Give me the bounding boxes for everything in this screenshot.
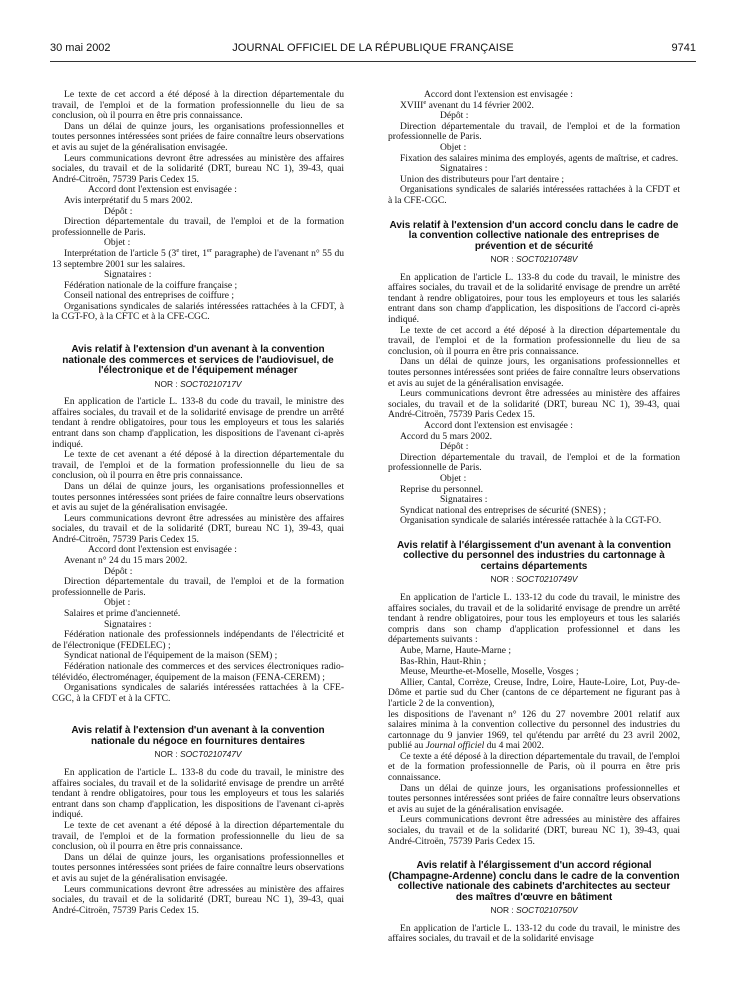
- header-rule: [50, 61, 696, 62]
- paragraph: En application de l'article L. 133-12 du code du travail, le ministre des affaires sociales, du travail et de la solidarité envisage de prendre un arrêté tendant à rendre obligatoires, pour tous les employeurs et tous les salariés compris dans son champ d'application professionnel et dans les départements suivants :: [388, 591, 680, 646]
- paragraph: Direction départementale du travail, de l'emploi et de la formation professionnelle de Paris.: [52, 576, 344, 598]
- paragraph: Le texte de cet avenant a été déposé à la direction départementale du travail, de l'emploi et de la formation professionnelle du lieu de sa conclusion, où il pourra en être pris connaissance.: [52, 449, 344, 482]
- paragraph: Aube, Marne, Haute-Marne ;: [400, 644, 512, 656]
- paragraph: Accord du 5 mars 2002.: [400, 430, 493, 442]
- field-label: Accord dont l'extension est envisagée :: [88, 184, 237, 196]
- paragraph: Direction départementale du travail, de l'emploi et de la formation professionnelle de Paris.: [388, 120, 680, 143]
- paragraph: les dispositions de l'avenant n° 126 du 27 novembre 2001 relatif aux salaires minima à la convention collective du personnel des industries du cartonnage du 9 janvier 1969, tel qu'étendu par arrêté du 23 avril 2002, publié au Journal officiel du 4 mai 2002.: [388, 708, 680, 752]
- paragraph: Conseil national des entreprises de coiffure ;: [64, 290, 235, 302]
- paragraph: Ce texte a été déposé à la direction départementale du travail, de l'emploi et de la formation professionnelle de Paris, où il pourra en être pris connaissance.: [388, 750, 680, 784]
- field-label: Dépôt :: [104, 565, 133, 577]
- left-column: [52, 90, 344, 916]
- right-column: [388, 90, 680, 945]
- paragraph: Salaires et prime d'ancienneté.: [64, 608, 181, 620]
- field-label: Dépôt :: [104, 205, 133, 217]
- field-label: Accord dont l'extension est envisagée :: [424, 89, 573, 100]
- field-label: Signataires :: [104, 618, 152, 630]
- section-title: Avis relatif à l'extension d'un avenant à la convention nationale du négoce en fournitures dentaires: [71, 725, 325, 747]
- section-title: Avis relatif à l'extension d'un avenant à la convention nationale des commerces et services de l'audiovisuel, de l'électronique et de l'équipement ménager: [62, 344, 334, 377]
- paragraph: Bas-Rhin, Haut-Rhin ;: [400, 655, 487, 667]
- section-title: Avis relatif à l'extension d'un accord conclu dans le cadre de la convention collective nationale des entreprises de prévention et de sécurité: [389, 219, 679, 252]
- paragraph: Dans un délai de quinze jours, les organisations professionnelles et toutes personnes intéressées sont priées de faire connaître leurs observations et avis au sujet de la généralisation envisagée.: [388, 356, 680, 389]
- paragraph: Leurs communications devront être adressées au ministère des affaires sociales, du travail et de la solidarité (DRT, bureau NC 1), 39-43, quai André-Citroën, 75739 Paris Cedex 15.: [388, 814, 680, 847]
- field-label: Objet :: [104, 597, 131, 609]
- paragraph: Le texte de cet accord a été déposé à la direction départementale du travail, de l'emploi et de la formation professionnelle du lieu de sa conclusion, où il pourra en être pris connaissance.: [388, 324, 680, 357]
- field-label: Objet :: [440, 472, 467, 484]
- paragraph: Fédération nationale des professionnels indépendants de l'électricité et de l'électronique (FEDELEC) ;: [52, 629, 344, 651]
- paragraph: Union des distributeurs pour l'art dentaire ;: [400, 173, 564, 185]
- paragraph: Leurs communications devront être adressées au ministère des affaires sociales, du travail et de la solidarité (DRT, bureau NC 1), 39-43, quai André-Citroën, 75739 Paris Cedex 15.: [52, 883, 344, 916]
- paragraph: Fédération nationale de la coiffure française ;: [64, 279, 238, 291]
- nor-reference: NOR : SOCT0210717V: [154, 378, 242, 389]
- nor-reference: NOR : SOCT0210748V: [490, 254, 578, 265]
- page-header: [50, 42, 696, 58]
- paragraph: Fixation des salaires minima des employés, agents de maîtrise, et cadres.: [400, 152, 679, 164]
- paragraph: Organisation syndicale de salariés intéressée rattachée à la CGT-FO.: [400, 515, 662, 527]
- paragraph: Leurs communications devront être adressées au ministère des affaires sociales, du travail et de la solidarité (DRT, bureau NC 1), 39-43, quai André-Citroën, 75739 Paris Cedex 15.: [52, 152, 344, 185]
- paragraph: Fédération nationale des commerces et des services électroniques radio-télévidéo, électroménager, équipement de la maison (FENA-CEREM) ;: [52, 661, 344, 683]
- field-label: Accord dont l'extension est envisagée :: [424, 419, 573, 431]
- field-label: Signataires :: [440, 163, 488, 175]
- paragraph: Allier, Cantal, Corrèze, Creuse, Indre, Loire, Haute-Loire, Lot, Puy-de-Dôme et partie sud du Cher (cantons de ce département ne figurant pas à l'article 2 de la convention),: [388, 676, 680, 709]
- paragraph: XVIIIe avenant du 14 février 2002.: [400, 98, 534, 111]
- field-label: Dépôt :: [440, 110, 469, 122]
- paragraph: Leurs communications devront être adressées au ministère des affaires sociales, du travail et de la solidarité (DRT, bureau NC 1), 39-43, quai André-Citroën, 75739 Paris Cedex 15.: [52, 512, 344, 545]
- paragraph: Dans un délai de quinze jours, les organisations professionnelles et toutes personnes intéressées sont priées de faire connaître leurs observations et avis au sujet de la généralisation envisagée.: [52, 480, 344, 514]
- nor-reference: NOR : SOCT0210749V: [490, 574, 578, 585]
- page-number: 9741: [671, 42, 696, 54]
- paragraph: Organisations syndicales de salariés intéressées rattachées à la CFDT, à la CGT-FO, à la CFTC et à la CFE-CGC.: [52, 300, 344, 323]
- field-label: Objet :: [104, 237, 131, 249]
- paragraph: Meuse, Meurthe-et-Moselle, Moselle, Vosges ;: [400, 666, 579, 678]
- field-label: Signataires :: [104, 269, 152, 281]
- paragraph: Dans un délai de quinze jours, les organisations professionnelles et toutes personnes intéressées sont priées de faire connaître leurs observations et avis au sujet de la généralisation envisagée.: [52, 120, 344, 153]
- paragraph: Dans un délai de quinze jours, les organisations professionnelles et toutes personnes intéressées sont priées de faire connaître leurs observations et avis au sujet de la généralisation envisagée.: [388, 782, 680, 815]
- paragraph: En application de l'article L. 133-8 du code du travail, le ministre des affaires sociales, du travail et de la solidarité envisage de prendre un arrêté tendant à rendre obligatoires, pour tous les employeurs et tous les salariés entrant dans son champ d'application, les dispositions de l'accord ci-après indiqué.: [388, 271, 680, 325]
- field-label: Signataires :: [440, 494, 488, 506]
- journal-title: JOURNAL OFFICIEL DE LA RÉPUBLIQUE FRANÇAISE: [232, 42, 514, 54]
- paragraph: Syndicat national de l'équipement de la maison (SEM) ;: [64, 650, 278, 662]
- section-title: Avis relatif à l'élargissement d'un avenant à la convention collective du personnel des industries du cartonnage à certains départements: [397, 539, 671, 572]
- paragraph: Direction départementale du travail, de l'emploi et de la formation professionnelle de Paris.: [52, 216, 344, 238]
- paragraph: Avenant n° 24 du 15 mars 2002.: [64, 555, 188, 567]
- paragraph: Le texte de cet accord a été déposé à la direction départementale du travail, de l'emploi et de la formation professionnelle du lieu de sa conclusion, où il pourra en être pris connaissance.: [52, 89, 344, 122]
- paragraph: Reprise du personnel.: [400, 483, 483, 495]
- paragraph: Interprétation de l'article 5 (3e tiret, 1er paragraphe) de l'avenant n° 55 du 13 septembre 2001 sur les salaires.: [52, 246, 344, 270]
- field-label: Accord dont l'extension est envisagée :: [88, 544, 237, 556]
- nor-reference: NOR : SOCT0210747V: [154, 749, 242, 760]
- field-label: Dépôt :: [440, 441, 469, 453]
- paragraph: Dans un délai de quinze jours, les organisations professionnelles et toutes personnes intéressées sont priées de faire connaître leurs observations et avis au sujet de la généralisation envisagée.: [52, 851, 344, 884]
- paragraph: En application de l'article L. 133-8 du code du travail, le ministre des affaires sociales, du travail et de la solidarité envisage de prendre un arrêté tendant à rendre obligatoires, pour tous les employeurs et tous les salariés entrant dans son champ d'application, les dispositions de l'avenant ci-après indiqué.: [52, 396, 344, 450]
- section-title: Avis relatif à l'élargissement d'un accord régional (Champagne-Ardenne) conclu dans le cadre de la convention collective nationale des cabinets d'architectes au secteur des maîtres d'œuvre en bâtiment: [388, 860, 680, 903]
- field-label: Objet :: [440, 141, 467, 153]
- paragraph: En application de l'article L. 133-12 du code du travail, le ministre des affaires sociales, du travail et de la solidarité envisage: [388, 922, 680, 945]
- publication-date: 30 mai 2002: [50, 42, 111, 54]
- paragraph: En application de l'article L. 133-8 du code du travail, le ministre des affaires sociales, du travail et de la solidarité envisage de prendre un arrêté tendant à rendre obligatoires, pour tous les employeurs et tous les salariés entrant dans son champ d'application, les dispositions de l'avenant ci-après indiqué.: [52, 766, 344, 821]
- paragraph: Avis interprétatif du 5 mars 2002.: [64, 194, 193, 206]
- paragraph: Organisations syndicales de salariés intéressées rattachées à la CFDT et à la CFE-CGC.: [388, 184, 680, 206]
- paragraph: Organisations syndicales de salariés intéressées rattachées à la CFE-CGC, à la CFDT et à la CFTC.: [52, 682, 344, 704]
- paragraph: Direction départementale du travail, de l'emploi et de la formation professionnelle de Paris.: [388, 451, 680, 474]
- paragraph: Syndicat national des entreprises de sécurité (SNES) ;: [400, 504, 606, 516]
- paragraph: Leurs communications devront être adressées au ministère des affaires sociales, du travail et de la solidarité (DRT, bureau NC 1), 39-43, quai André-Citroën, 75739 Paris Cedex 15.: [388, 388, 680, 421]
- paragraph: Le texte de cet avenant a été déposé à la direction départementale du travail, de l'emploi et de la formation professionnelle du lieu de sa conclusion, où il pourra en être pris connaissance.: [52, 819, 344, 853]
- nor-reference: NOR : SOCT0210750V: [490, 905, 578, 916]
